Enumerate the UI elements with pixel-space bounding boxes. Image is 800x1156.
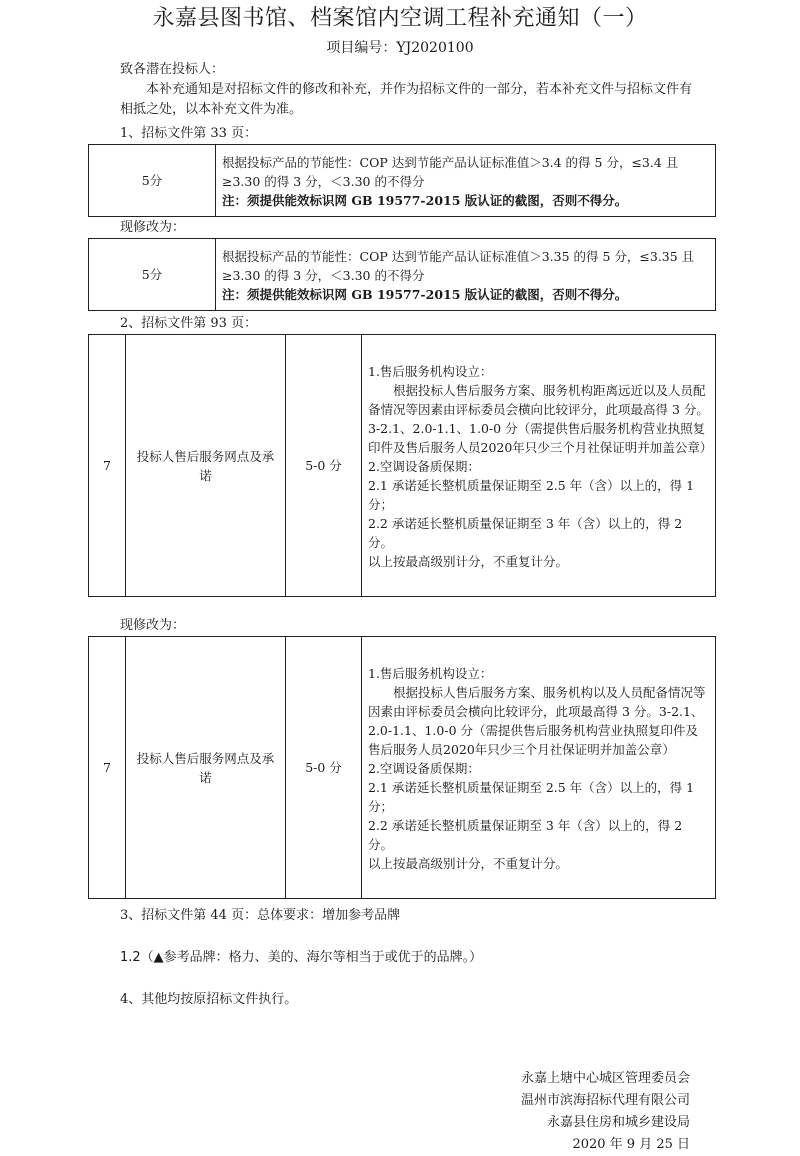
criteria-line: 2.空调设备质保期： [368, 459, 480, 474]
salutation: 致各潜在投标人： [120, 62, 225, 77]
criteria-line: 2.2 承诺延长整机质量保证期至 3 年（含）以上的，得 2 分。 [368, 818, 683, 852]
item-name: 投标人售后服务网点及承诺 [126, 335, 286, 597]
section2-modified-table [88, 636, 716, 899]
signature-block [521, 1068, 690, 1156]
section2-modified-label: 现修改为： [120, 618, 186, 633]
criteria-text: 根据投标产品的节能性：COP 达到节能产品认证标准值＞3.35 的得 5 分，≤3.35 且≥3.30 的得 3 分，＜3.30 的不得分 [222, 249, 695, 283]
section4-heading: 4、其他均按原招标文件执行。 [120, 992, 298, 1007]
document-title: 永嘉县图书馆、档案馆内空调工程补充通知（一） [152, 6, 648, 31]
section2-heading: 2、招标文件第 93 页： [120, 316, 258, 331]
criteria-line: 1.售后服务机构设立： [368, 364, 493, 379]
criteria-cell [362, 335, 716, 597]
reference-brands: 1.2（▲参考品牌：格力、美的、海尔等相当于或优于的品牌。） [120, 950, 483, 965]
row-index: 7 [89, 335, 126, 597]
issuer-org-2: 温州市滨海招标代理有限公司 [520, 1093, 690, 1108]
criteria-line: 2.空调设备质保期： [368, 761, 480, 776]
criteria-cell [216, 239, 716, 311]
issuer-org-1: 永嘉上塘中心城区管理委员会 [520, 1071, 690, 1086]
issuer-org-3: 永嘉县住房和城乡建设局 [546, 1115, 690, 1130]
section1-modified-label: 现修改为： [120, 220, 186, 235]
criteria-cell [216, 145, 716, 217]
intro-paragraph: 本补充通知是对招标文件的修改和补充，并作为招标文件的一部分，若本补充文件与招标文件有相抵之处，以本补充文件为准。 [120, 82, 693, 117]
criteria-text: 根据投标产品的节能性：COP 达到节能产品认证标准值＞3.4 的得 5 分，≤3.4 且≥3.30 的得 3 分，＜3.30 的不得分 [222, 155, 679, 189]
section3-heading: 3、招标文件第 44 页：总体要求：增加参考品牌 [120, 908, 401, 923]
criteria-note: 注：须提供能效标识网 GB 19577-2015 版认证的截图，否则不得分。 [222, 193, 628, 208]
section1-original-table [88, 144, 716, 217]
criteria-note: 注：须提供能效标识网 GB 19577-2015 版认证的截图，否则不得分。 [222, 287, 628, 302]
issue-date: 2020 年 9 月 25 日 [572, 1137, 690, 1152]
score-range: 5-0 分 [286, 335, 362, 597]
criteria-line: 根据投标人售后服务方案、服务机构距离远近以及人员配备情况等因素由评标委员会横向比较评分，此项最高得 3 分。3-2.1、2.0-1.1、1.0-0 分（需提供售后服务机构营业执照复印件及售后服务人员2020年只少三个月社保证明并加盖公章） [368, 383, 713, 455]
section1-heading: 1、招标文件第 33 页： [120, 126, 258, 141]
criteria-line: 2.2 承诺延长整机质量保证期至 3 年（含）以上的，得 2 分。 [368, 516, 683, 550]
criteria-line: 根据投标人售后服务方案、服务机构以及人员配备情况等因素由评标委员会横向比较评分，此项最高得 3 分。3-2.1、2.0-1.1、1.0-0 分（需提供售后服务机构营业执照复印件及售后服务人员2020年只少三个月社保证明并加盖公章） [368, 685, 706, 757]
section2-original-table [88, 334, 716, 597]
score-cell: 5分 [89, 239, 216, 311]
section1-modified-table [88, 238, 716, 311]
row-index: 7 [89, 637, 126, 899]
criteria-line: 2.1 承诺延长整机质量保证期至 2.5 年（含）以上的，得 1 分； [368, 478, 695, 512]
criteria-cell [362, 637, 716, 899]
project-number: 项目编号：YJ2020100 [326, 40, 474, 56]
criteria-line: 2.1 承诺延长整机质量保证期至 2.5 年（含）以上的，得 1 分； [368, 780, 695, 814]
criteria-line: 以上按最高级别计分，不重复计分。 [368, 856, 569, 871]
score-range: 5-0 分 [286, 637, 362, 899]
score-cell: 5分 [89, 145, 216, 217]
criteria-line: 以上按最高级别计分，不重复计分。 [368, 554, 569, 569]
criteria-line: 1.售后服务机构设立： [368, 666, 493, 681]
item-name: 投标人售后服务网点及承诺 [126, 637, 286, 899]
